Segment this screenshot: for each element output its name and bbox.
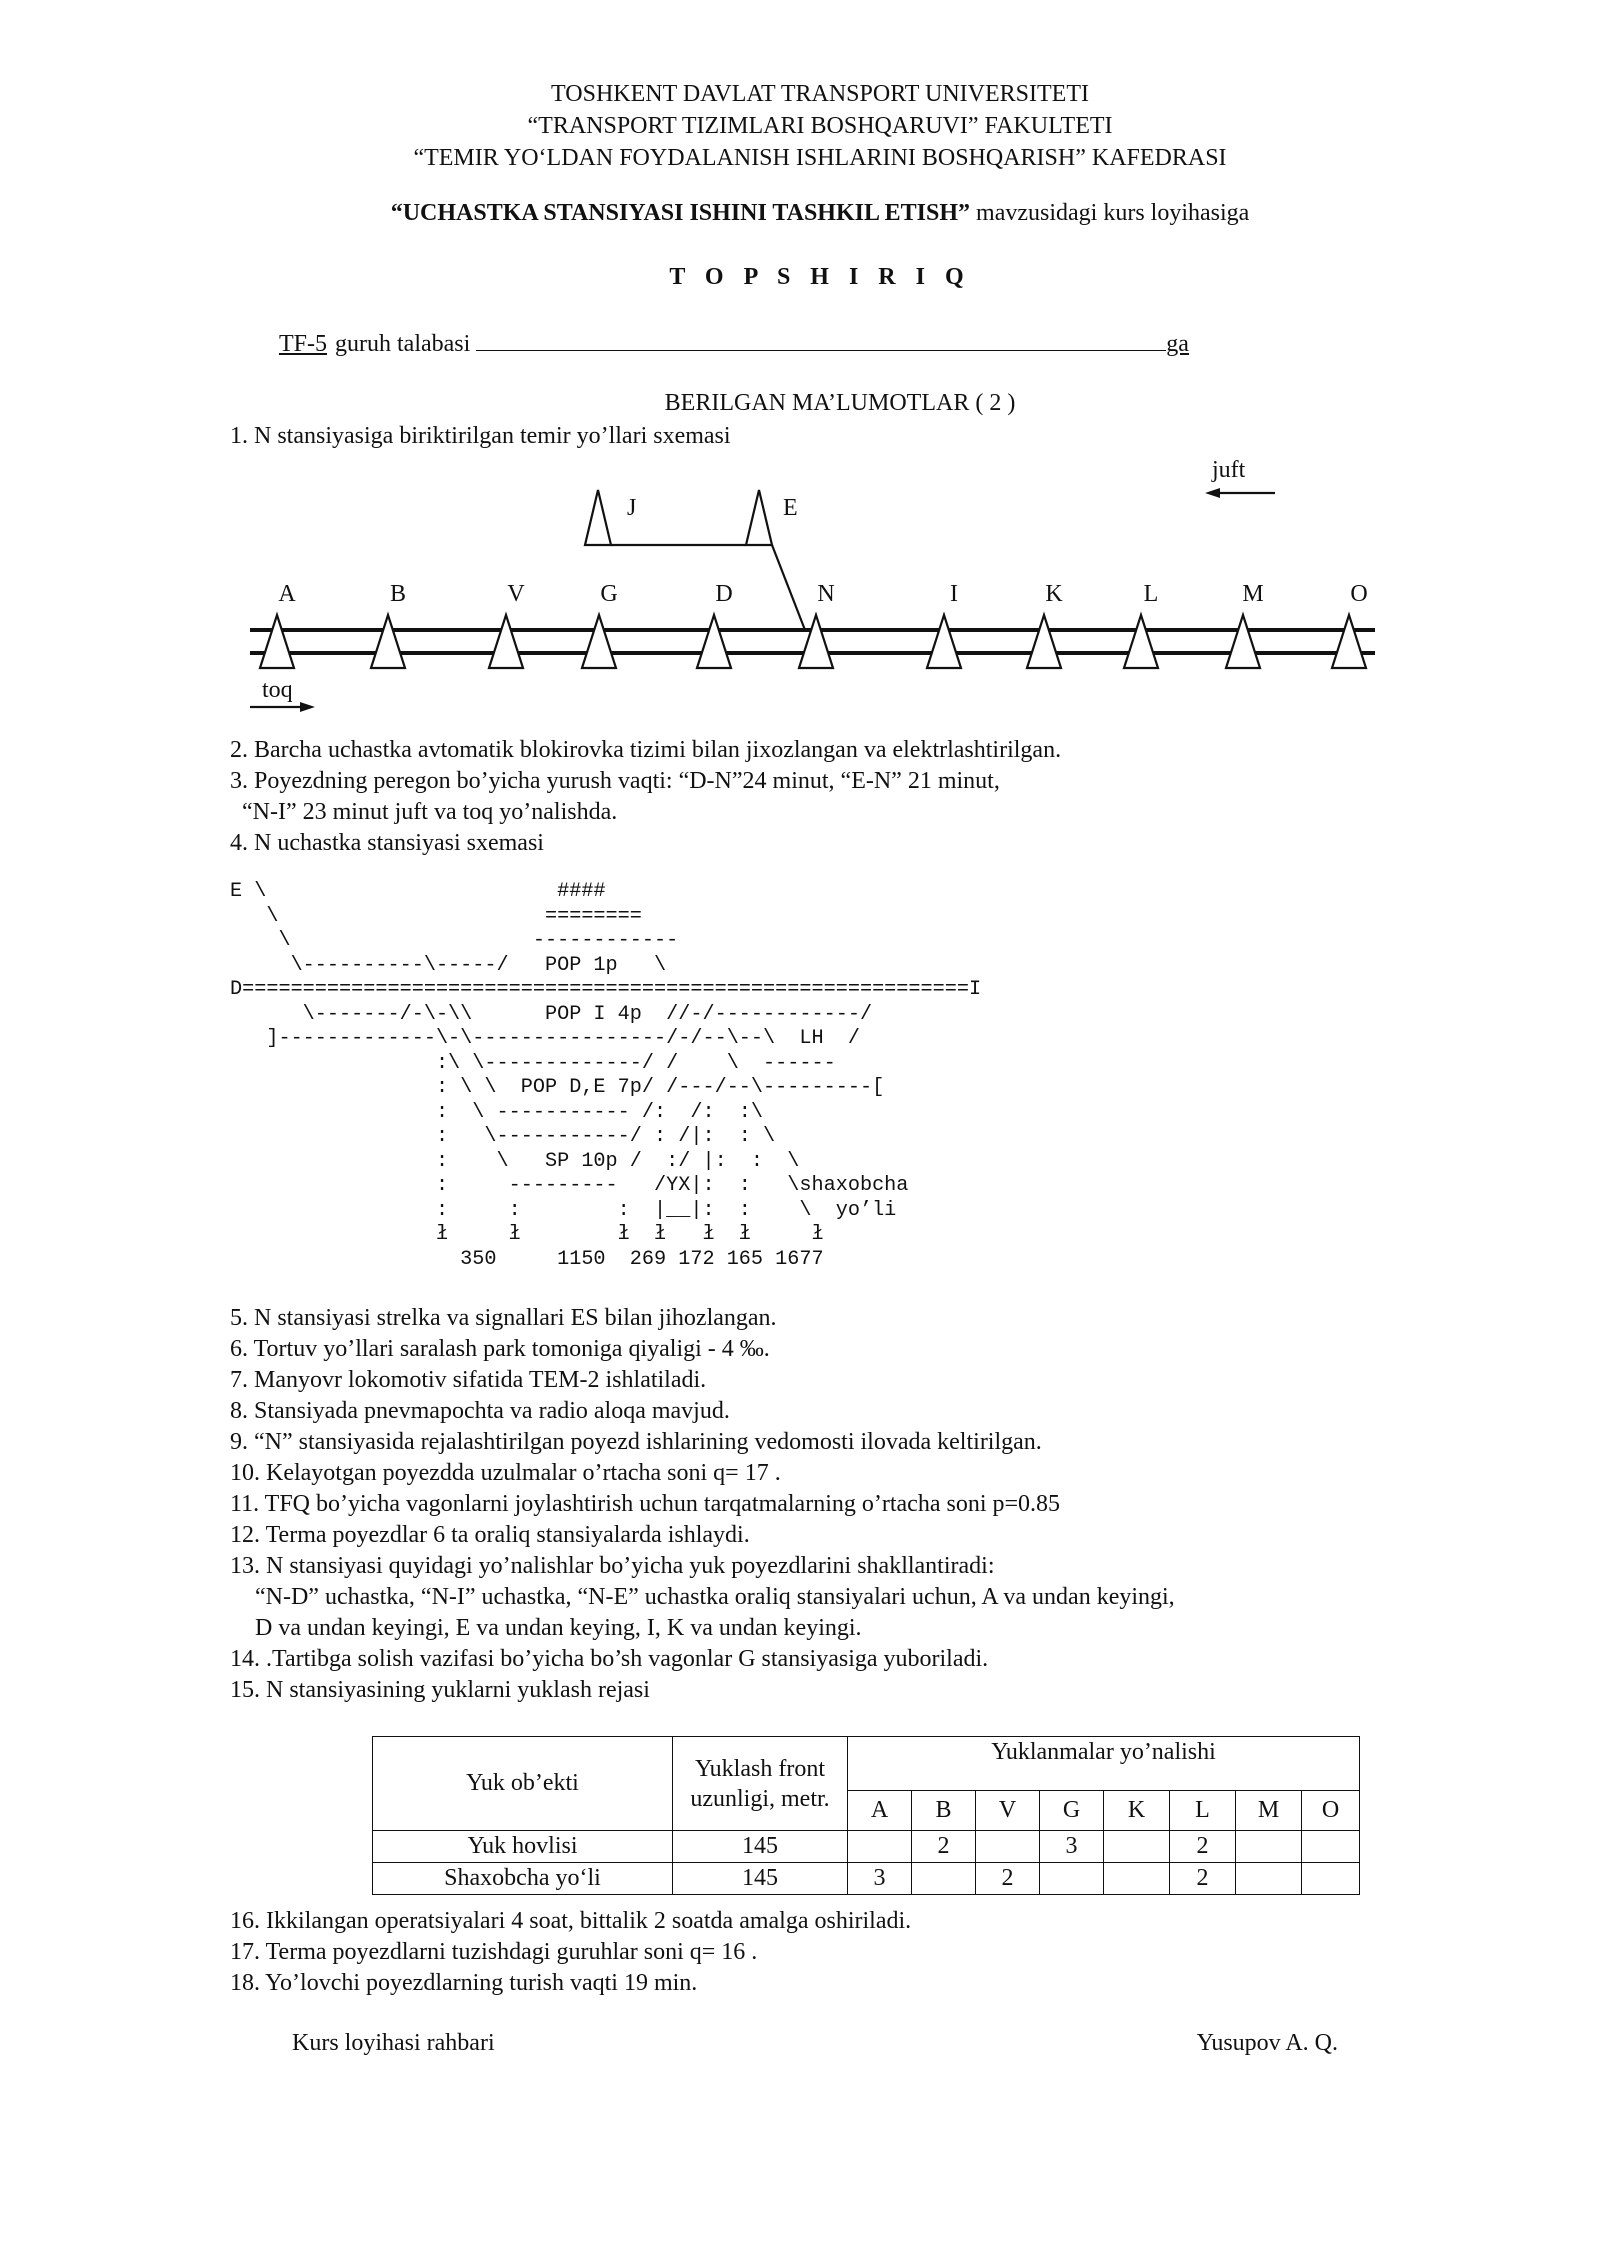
- row-front: 145: [673, 1831, 848, 1863]
- row-value: [912, 1863, 976, 1895]
- item-18: 18. Yo’lovchi poyezdlarning turish vaqti 19 min.: [230, 1970, 698, 1996]
- item-10: 10. Kelayotgan poyezdda uzulmalar o’rtacha soni q= 17 .: [230, 1460, 781, 1486]
- station-label-v: V: [507, 581, 525, 607]
- station-marker-k: [1027, 615, 1061, 668]
- item-1: 1. N stansiyasiga biriktirilgan temir yo’llari sxemasi: [230, 423, 731, 449]
- item-3-line-1: 3. Poyezdning peregon bo’yicha yurush vaqti: “D-N”24 minut, “E-N” 21 minut,: [230, 768, 1000, 794]
- table-row: [373, 1863, 1360, 1895]
- supervisor-label: Kurs loyihasi rahbari: [292, 2030, 495, 2056]
- direction-cell: A: [848, 1791, 912, 1831]
- direction-cell: G: [1040, 1791, 1104, 1831]
- row-value: [1302, 1831, 1360, 1863]
- item-12: 12. Terma poyezdlar 6 ta oraliq stansiyalarda ishlaydi.: [230, 1522, 750, 1548]
- item-14: 14. .Tartibga solish vazifasi bo’yicha bo’sh vagonlar G stansiyasiga yuboriladi.: [230, 1646, 989, 1672]
- station-marker-i: [927, 615, 961, 668]
- item-13-line-3: D va undan keyingi, E va undan keying, I, K va undan keyingi.: [255, 1615, 862, 1641]
- item-11: 11. TFQ bo’yicha vagonlarni joylashtirish uchun tarqatmalarning o’rtacha soni p=0.85: [230, 1491, 1061, 1517]
- header-loading-front: Yuklash front uzunligi, metr.: [673, 1737, 848, 1831]
- item-6: 6. Tortuv yo’llari saralash park tomoniga qiyaligi - 4 ‰.: [230, 1336, 770, 1362]
- faculty-name: “TRANSPORT TIZIMLARI BOSHQARUVI” FAKULTETI: [527, 113, 1113, 139]
- station-marker-o: [1332, 615, 1366, 668]
- direction-cell: V: [976, 1791, 1040, 1831]
- direction-cell: K: [1104, 1791, 1170, 1831]
- task-title: T O P S H I R I Q: [669, 264, 971, 290]
- station-label-m: M: [1242, 581, 1264, 607]
- branch-station-label-j: J: [627, 495, 637, 521]
- railway-line-scheme: [230, 450, 1430, 730]
- row-value: 2: [976, 1863, 1040, 1895]
- row-object: Yuk hovlisi: [373, 1831, 673, 1863]
- branch-connection: [772, 545, 805, 630]
- direction-cell: B: [912, 1791, 976, 1831]
- station-label-l: L: [1143, 581, 1159, 607]
- student-suffix: ga: [1166, 331, 1189, 357]
- header-directions: Yuklanmalar yo’nalishi: [848, 1737, 1360, 1791]
- loading-plan-table: [372, 1736, 1360, 1895]
- university-name: TOSHKENT DAVLAT TRANSPORT UNIVERSITETI: [551, 81, 1089, 107]
- row-value: [848, 1831, 912, 1863]
- item-13-line-1: 13. N stansiyasi quyidagi yo’nalishlar bo’yicha yuk poyezdlarini shakllantiradi:: [230, 1553, 995, 1579]
- row-front: 145: [673, 1863, 848, 1895]
- row-value: 2: [1170, 1831, 1236, 1863]
- row-value: [1104, 1831, 1170, 1863]
- item-17: 17. Terma poyezdlarni tuzishdagi guruhlar soni q= 16 .: [230, 1939, 758, 1965]
- station-label-g: G: [600, 581, 618, 607]
- station-marker-v: [489, 615, 523, 668]
- row-value: [1236, 1831, 1302, 1863]
- row-value: [1302, 1863, 1360, 1895]
- toq-label: toq: [262, 677, 293, 703]
- topic-title: “UCHASTKA STANSIYASI ISHINI TASHKIL ETISH”: [390, 200, 971, 226]
- direction-cell: M: [1236, 1791, 1302, 1831]
- row-value: 2: [912, 1831, 976, 1863]
- station-marker-n: [799, 615, 833, 668]
- station-marker-b: [371, 615, 405, 668]
- station-label-i: I: [950, 581, 958, 607]
- station-marker-m: [1226, 615, 1260, 668]
- station-label-d: D: [715, 581, 733, 607]
- station-marker-j: [585, 490, 611, 545]
- station-marker-a: [260, 615, 294, 668]
- direction-cell: O: [1302, 1791, 1360, 1831]
- department-name: “TEMIR YO‘LDAN FOYDALANISH ISHLARINI BOSHQARISH” KAFEDRASI: [413, 145, 1227, 171]
- item-4: 4. N uchastka stansiyasi sxemasi: [230, 830, 544, 856]
- item-13-line-2: “N-D” uchastka, “N-I” uchastka, “N-E” uchastka oraliq stansiyalari uchun, A va undan keyingi,: [255, 1584, 1175, 1610]
- row-object: Shaxobcha yo‘li: [373, 1863, 673, 1895]
- station-ascii-scheme: E \ #### \ ======== \ ------------ \----------\-----/ POP 1p \ D============================================================I \-------/-\-\\ POP I 4p //-/------------/ ]-------------\-\----------------/-/--\--\ LH / :\ \-------------/ / \ ------ : \ \ POP D,E 7p/ /---/--\---------[ : \ ----------- /: /: :\ : \-----------/ : /|: : \ : \ SP 10p / :/ |: : \ : --------- /YX|: : \shaxobcha : : : |__|: : \ yo’li ł ł ł ł ł ł ł 350 1150 269 172 165 1677: [230, 880, 982, 1271]
- station-label-b: B: [389, 581, 407, 607]
- station-label-o: O: [1350, 581, 1368, 607]
- topic-suffix: mavzusidagi kurs loyihasiga: [970, 200, 1250, 226]
- given-data-title: BERILGAN MA’LUMOTLAR ( 2 ): [664, 390, 1016, 416]
- row-value: 3: [848, 1863, 912, 1895]
- item-3-line-2: “N-I” 23 minut juft va toq yo’nalishda.: [242, 799, 618, 825]
- table-row: [373, 1831, 1360, 1863]
- station-marker-e: [746, 490, 772, 545]
- item-15: 15. N stansiyasining yuklarni yuklash rejasi: [230, 1677, 650, 1703]
- juft-arrow-head: [1205, 488, 1220, 498]
- supervisor-name: Yusupov A. Q.: [1196, 2030, 1338, 2056]
- station-marker-d: [697, 615, 731, 668]
- student-name-blank: [476, 328, 1166, 351]
- document-header: [0, 78, 1600, 174]
- station-label-a: A: [278, 581, 296, 607]
- item-9: 9. “N” stansiyasida rejalashtirilgan poyezd ishlarining vedomosti ilovada keltirilgan.: [230, 1429, 1042, 1455]
- station-label-n: N: [817, 581, 835, 607]
- student-group: TF-5: [279, 331, 327, 357]
- row-value: 3: [1040, 1831, 1104, 1863]
- item-16: 16. Ikkilangan operatsiyalari 4 soat, bittalik 2 soatda amalga oshiriladi.: [230, 1908, 912, 1934]
- row-value: 2: [1170, 1863, 1236, 1895]
- toq-arrow-head: [300, 702, 315, 712]
- branch-station-label-e: E: [783, 495, 798, 521]
- station-label-k: K: [1045, 581, 1063, 607]
- table-header-row: [373, 1737, 1360, 1791]
- row-value: [1040, 1863, 1104, 1895]
- row-value: [1104, 1863, 1170, 1895]
- station-marker-g: [582, 615, 616, 668]
- course-project-topic: [0, 200, 1600, 227]
- row-value: [1236, 1863, 1302, 1895]
- student-line: [255, 328, 1189, 358]
- student-label: guruh talabasi: [335, 331, 471, 357]
- juft-label: juft: [1212, 457, 1246, 483]
- station-marker-l: [1124, 615, 1158, 668]
- direction-cell: L: [1170, 1791, 1236, 1831]
- item-5: 5. N stansiyasi strelka va signallari ES bilan jihozlangan.: [230, 1305, 777, 1331]
- item-7: 7. Manyovr lokomotiv sifatida TEM-2 ishlatiladi.: [230, 1367, 707, 1393]
- item-8: 8. Stansiyada pnevmapochta va radio aloqa mavjud.: [230, 1398, 730, 1424]
- row-value: [976, 1831, 1040, 1863]
- header-cargo-object: Yuk ob’ekti: [373, 1737, 673, 1831]
- item-2: 2. Barcha uchastka avtomatik blokirovka tizimi bilan jixozlangan va elektrlashtirilgan.: [230, 737, 1062, 763]
